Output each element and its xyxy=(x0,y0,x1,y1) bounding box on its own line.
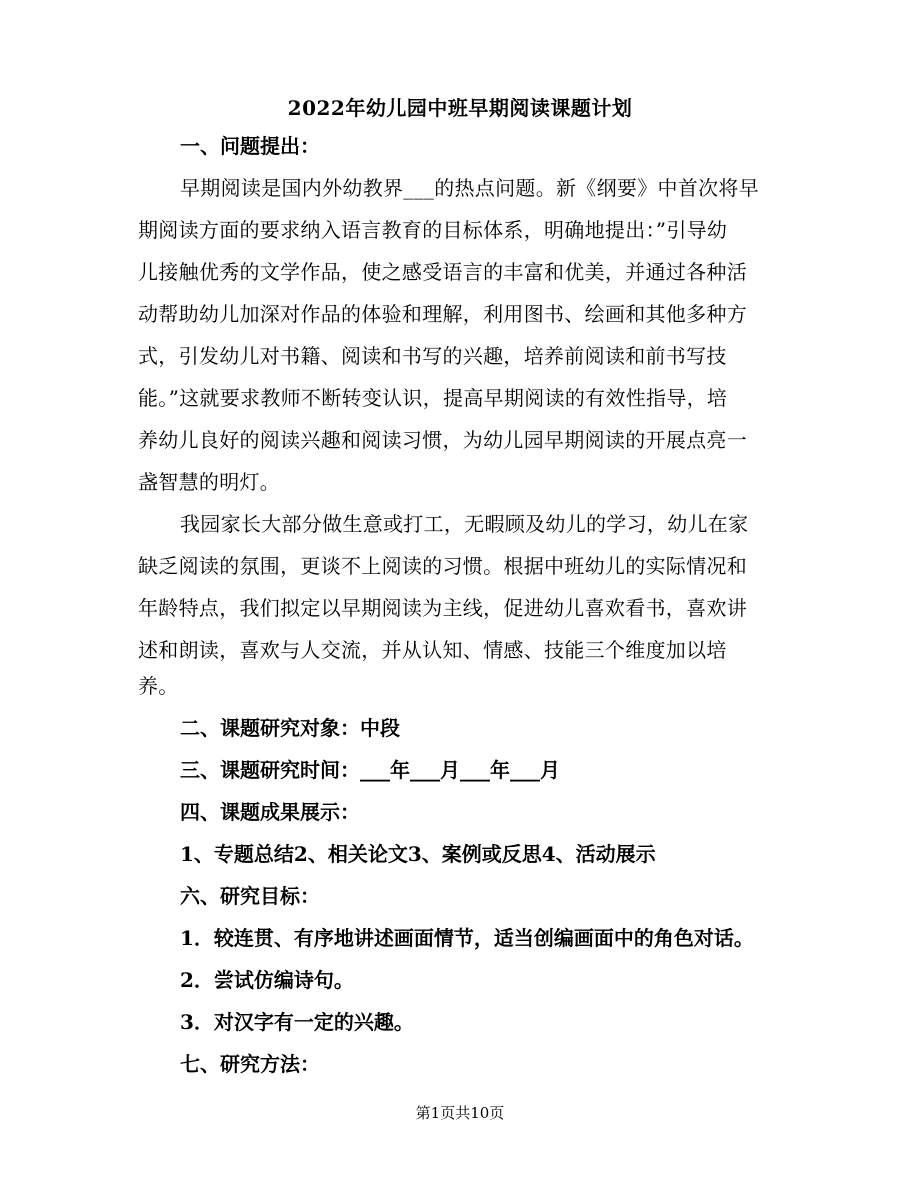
paragraph-line: 年龄特点，我们拟定以早期阅读为主线，促进幼儿喜欢看书，喜欢讲 xyxy=(138,596,747,620)
paragraph-line: 盏智慧的明灯。 xyxy=(138,470,281,494)
section-heading-time: 三、课题研究时间：___年___月___年___月 xyxy=(180,758,560,782)
paragraph-line: 述和朗读，喜欢与人交流，并从认知、情感、技能三个维度加以培 xyxy=(138,638,727,662)
section-heading-results: 四、课题成果展示： xyxy=(180,800,360,824)
paragraph-line: 缺乏阅读的氛围，更谈不上阅读的习惯。根据中班幼儿的实际情况和 xyxy=(138,554,747,578)
paragraph-line: 期阅读方面的要求纳入语言教育的目标体系，明确地提出：”引导幼 xyxy=(138,218,728,242)
section-heading-goals: 六、研究目标： xyxy=(180,884,320,908)
paragraph-line: 式，引发幼儿对书籍、阅读和书写的兴趣，培养前阅读和前书写技 xyxy=(138,344,727,368)
paragraph-line: 能。”这就要求教师不断转变认识，提高早期阅读的有效性指导，培 xyxy=(138,386,728,410)
section-heading-methods: 七、研究方法： xyxy=(180,1052,320,1076)
goal-item: 2．尝试仿编诗句。 xyxy=(180,968,354,992)
paragraph-line: 儿接触优秀的文学作品，使之感受语言的丰富和优美，并通过各种活 xyxy=(138,260,747,284)
goal-item: 3．对汉字有一定的兴趣。 xyxy=(180,1010,414,1034)
page-number-footer: 第1页共10页 xyxy=(415,1104,505,1122)
page-title: 2022年幼儿园中班早期阅读课题计划 xyxy=(287,96,633,120)
goal-item: 1．较连贯、有序地讲述画面情节，适当创编画面中的角色对话。 xyxy=(180,926,754,950)
paragraph-line: 养。 xyxy=(138,674,179,698)
section-heading-subject: 二、课题研究对象：中段 xyxy=(180,716,400,740)
paragraph-line: 我园家长大部分做生意或打工，无暇顾及幼儿的学习，幼儿在家 xyxy=(180,512,749,536)
paragraph-line: 养幼儿良好的阅读兴趣和阅读习惯，为幼儿园早期阅读的开展点亮一 xyxy=(138,428,747,452)
results-list: 1、专题总结2、相关论文3、案例或反思4、活动展示 xyxy=(180,842,656,866)
paragraph-line: 早期阅读是国内外幼教界___的热点问题。新《纲要》中首次将早 xyxy=(180,176,759,200)
paragraph-line: 动帮助幼儿加深对作品的体验和理解，利用图书、绘画和其他多种方 xyxy=(138,302,747,326)
section-heading-problem: 一、问题提出： xyxy=(180,134,320,158)
